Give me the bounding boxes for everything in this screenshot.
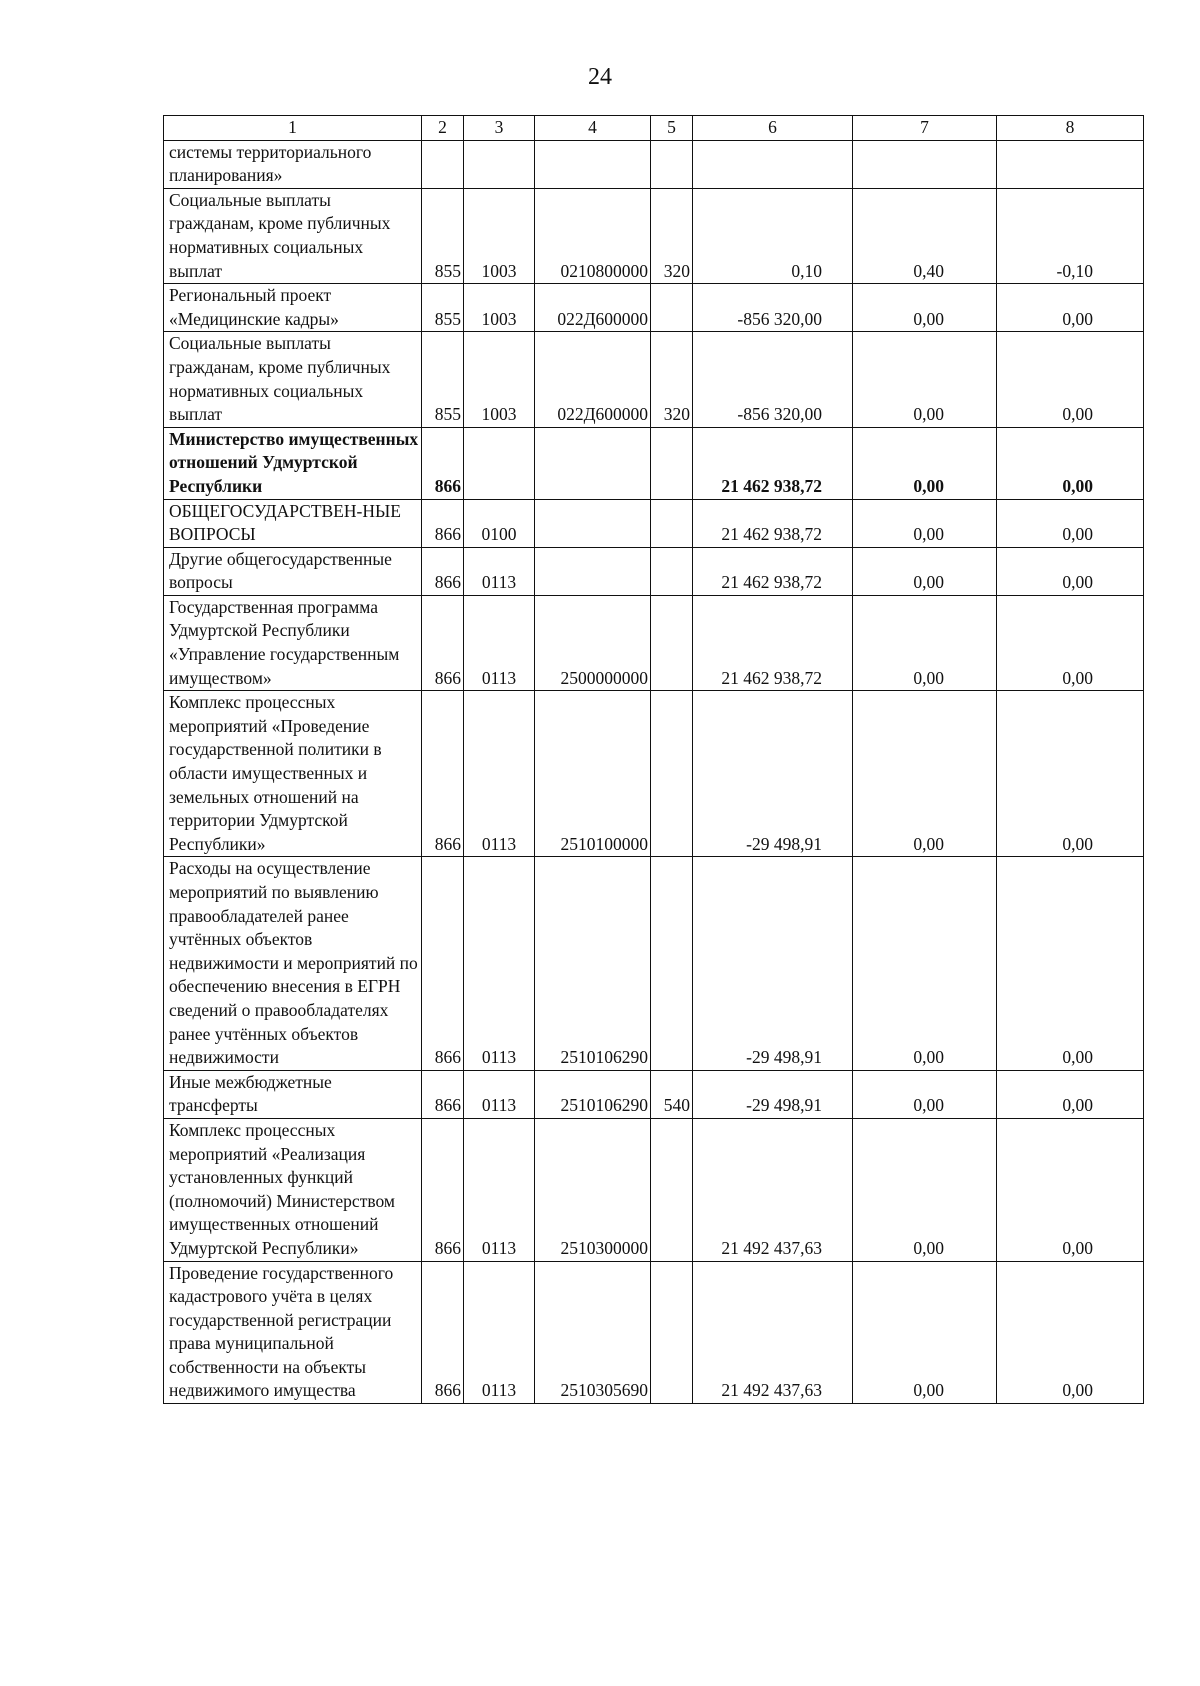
column-header-7: 7 xyxy=(853,116,997,141)
row-col-5 xyxy=(651,1261,693,1404)
row-col-8: 0,00 xyxy=(997,595,1144,690)
row-name: Министерство имущественных отношений Удмуртской Республики xyxy=(164,427,422,499)
row-col-8: 0,00 xyxy=(997,1261,1144,1404)
table-row xyxy=(164,691,1144,857)
row-name: ОБЩЕГОСУДАРСТВЕН-НЫЕ ВОПРОСЫ xyxy=(164,499,422,547)
row-col-3: 0113 xyxy=(464,547,535,595)
row-col-4: 2500000000 xyxy=(535,595,651,690)
row-col-7: 0,00 xyxy=(853,547,997,595)
row-col-7: 0,00 xyxy=(853,427,997,499)
row-col-4: 2510106290 xyxy=(535,857,651,1070)
column-header-8: 8 xyxy=(997,116,1144,141)
table-row xyxy=(164,188,1144,283)
row-col-7: 0,40 xyxy=(853,188,997,283)
column-header-5: 5 xyxy=(651,116,693,141)
row-name: Расходы на осуществление мероприятий по выявлению правообладателей ранее учтённых объектов недвижимости и мероприятий по обеспечению внесения в ЕГРН сведений о правообладателях ранее учтённых объектов недвижимости xyxy=(164,857,422,1070)
row-col-4: 2510106290 xyxy=(535,1070,651,1118)
row-col-2: 855 xyxy=(422,188,464,283)
row-col-3: 0113 xyxy=(464,1261,535,1404)
row-col-4 xyxy=(535,547,651,595)
row-col-7: 0,00 xyxy=(853,1070,997,1118)
row-col-4 xyxy=(535,499,651,547)
row-col-8: -0,10 xyxy=(997,188,1144,283)
row-col-2: 855 xyxy=(422,284,464,332)
table-row xyxy=(164,1261,1144,1404)
row-col-5 xyxy=(651,595,693,690)
row-col-4 xyxy=(535,427,651,499)
budget-table xyxy=(163,115,1144,1404)
row-name: Социальные выплаты гражданам, кроме публичных нормативных социальных выплат xyxy=(164,188,422,283)
row-col-4: 0210800000 xyxy=(535,188,651,283)
row-col-8: 0,00 xyxy=(997,1118,1144,1261)
row-col-2: 866 xyxy=(422,857,464,1070)
row-col-7: 0,00 xyxy=(853,499,997,547)
row-col-7: 0,00 xyxy=(853,595,997,690)
row-col-2: 866 xyxy=(422,1118,464,1261)
row-col-3: 1003 xyxy=(464,284,535,332)
row-col-6: 21 462 938,72 xyxy=(693,595,853,690)
row-col-8: 0,00 xyxy=(997,1070,1144,1118)
row-col-2: 866 xyxy=(422,1261,464,1404)
row-col-4: 022Д600000 xyxy=(535,332,651,427)
row-col-4: 2510300000 xyxy=(535,1118,651,1261)
row-col-2: 866 xyxy=(422,1070,464,1118)
row-name: Комплекс процессных мероприятий «Реализация установленных функций (полномочий) Министерством имущественных отношений Удмуртской Республики» xyxy=(164,1118,422,1261)
page-number: 24 xyxy=(588,64,612,90)
row-col-6: 21 462 938,72 xyxy=(693,499,853,547)
row-col-3 xyxy=(464,140,535,188)
row-col-6: 21 492 437,63 xyxy=(693,1118,853,1261)
row-col-8: 0,00 xyxy=(997,284,1144,332)
row-col-2 xyxy=(422,140,464,188)
table-row xyxy=(164,547,1144,595)
row-col-3 xyxy=(464,427,535,499)
row-col-4: 022Д600000 xyxy=(535,284,651,332)
row-col-7: 0,00 xyxy=(853,1261,997,1404)
row-col-6: -856 320,00 xyxy=(693,284,853,332)
column-header-2: 2 xyxy=(422,116,464,141)
column-header-6: 6 xyxy=(693,116,853,141)
row-col-3: 0100 xyxy=(464,499,535,547)
row-col-6: -29 498,91 xyxy=(693,691,853,857)
row-col-3: 0113 xyxy=(464,1118,535,1261)
row-col-2: 866 xyxy=(422,595,464,690)
row-col-8: 0,00 xyxy=(997,427,1144,499)
row-col-7: 0,00 xyxy=(853,857,997,1070)
column-header-3: 3 xyxy=(464,116,535,141)
table-row xyxy=(164,1070,1144,1118)
row-name: Региональный проект «Медицинские кадры» xyxy=(164,284,422,332)
row-col-6: 0,10 xyxy=(693,188,853,283)
row-col-4: 2510305690 xyxy=(535,1261,651,1404)
row-col-8: 0,00 xyxy=(997,499,1144,547)
row-col-8: 0,00 xyxy=(997,547,1144,595)
row-col-6: -29 498,91 xyxy=(693,857,853,1070)
row-col-5 xyxy=(651,547,693,595)
table-row xyxy=(164,857,1144,1070)
row-col-7: 0,00 xyxy=(853,1118,997,1261)
table-body xyxy=(164,140,1144,1403)
table-row xyxy=(164,1118,1144,1261)
table-row xyxy=(164,140,1144,188)
row-col-5 xyxy=(651,499,693,547)
row-col-2: 866 xyxy=(422,547,464,595)
row-name: Проведение государственного кадастрового учёта в целях государственной регистрации права муниципальной собственности на объекты недвижимого имущества xyxy=(164,1261,422,1404)
row-col-2: 866 xyxy=(422,691,464,857)
row-col-5 xyxy=(651,284,693,332)
row-col-6 xyxy=(693,140,853,188)
row-col-2: 866 xyxy=(422,427,464,499)
row-col-3: 1003 xyxy=(464,332,535,427)
row-col-8: 0,00 xyxy=(997,691,1144,857)
table-row xyxy=(164,595,1144,690)
row-col-3: 0113 xyxy=(464,1070,535,1118)
row-col-3: 0113 xyxy=(464,857,535,1070)
row-col-6: 21 462 938,72 xyxy=(693,547,853,595)
row-col-5: 320 xyxy=(651,188,693,283)
row-col-8: 0,00 xyxy=(997,332,1144,427)
row-col-7: 0,00 xyxy=(853,332,997,427)
row-name: Комплекс процессных мероприятий «Проведение государственной политики в области имущественных и земельных отношений на территории Удмуртской Республики» xyxy=(164,691,422,857)
table-row xyxy=(164,332,1144,427)
row-name: Государственная программа Удмуртской Республики «Управление государственным имуществом» xyxy=(164,595,422,690)
row-col-5: 540 xyxy=(651,1070,693,1118)
row-col-5 xyxy=(651,857,693,1070)
header-row xyxy=(164,116,1144,141)
row-col-2: 866 xyxy=(422,499,464,547)
table-row xyxy=(164,427,1144,499)
row-col-3: 1003 xyxy=(464,188,535,283)
row-name: Иные межбюджетные трансферты xyxy=(164,1070,422,1118)
row-col-5 xyxy=(651,140,693,188)
row-col-5 xyxy=(651,1118,693,1261)
row-col-4 xyxy=(535,140,651,188)
row-col-7: 0,00 xyxy=(853,691,997,857)
row-col-7 xyxy=(853,140,997,188)
row-name: системы территориального планирования» xyxy=(164,140,422,188)
row-col-4: 2510100000 xyxy=(535,691,651,857)
row-col-6: -29 498,91 xyxy=(693,1070,853,1118)
row-col-7: 0,00 xyxy=(853,284,997,332)
table-row xyxy=(164,499,1144,547)
row-name: Социальные выплаты гражданам, кроме публичных нормативных социальных выплат xyxy=(164,332,422,427)
row-col-6: 21 492 437,63 xyxy=(693,1261,853,1404)
column-header-1: 1 xyxy=(164,116,422,141)
row-col-8 xyxy=(997,140,1144,188)
row-col-5 xyxy=(651,427,693,499)
row-col-3: 0113 xyxy=(464,595,535,690)
row-col-2: 855 xyxy=(422,332,464,427)
row-col-6: -856 320,00 xyxy=(693,332,853,427)
row-col-5: 320 xyxy=(651,332,693,427)
row-col-5 xyxy=(651,691,693,857)
table-row xyxy=(164,284,1144,332)
row-col-3: 0113 xyxy=(464,691,535,857)
row-col-8: 0,00 xyxy=(997,857,1144,1070)
row-name: Другие общегосударственные вопросы xyxy=(164,547,422,595)
row-col-6: 21 462 938,72 xyxy=(693,427,853,499)
column-header-4: 4 xyxy=(535,116,651,141)
